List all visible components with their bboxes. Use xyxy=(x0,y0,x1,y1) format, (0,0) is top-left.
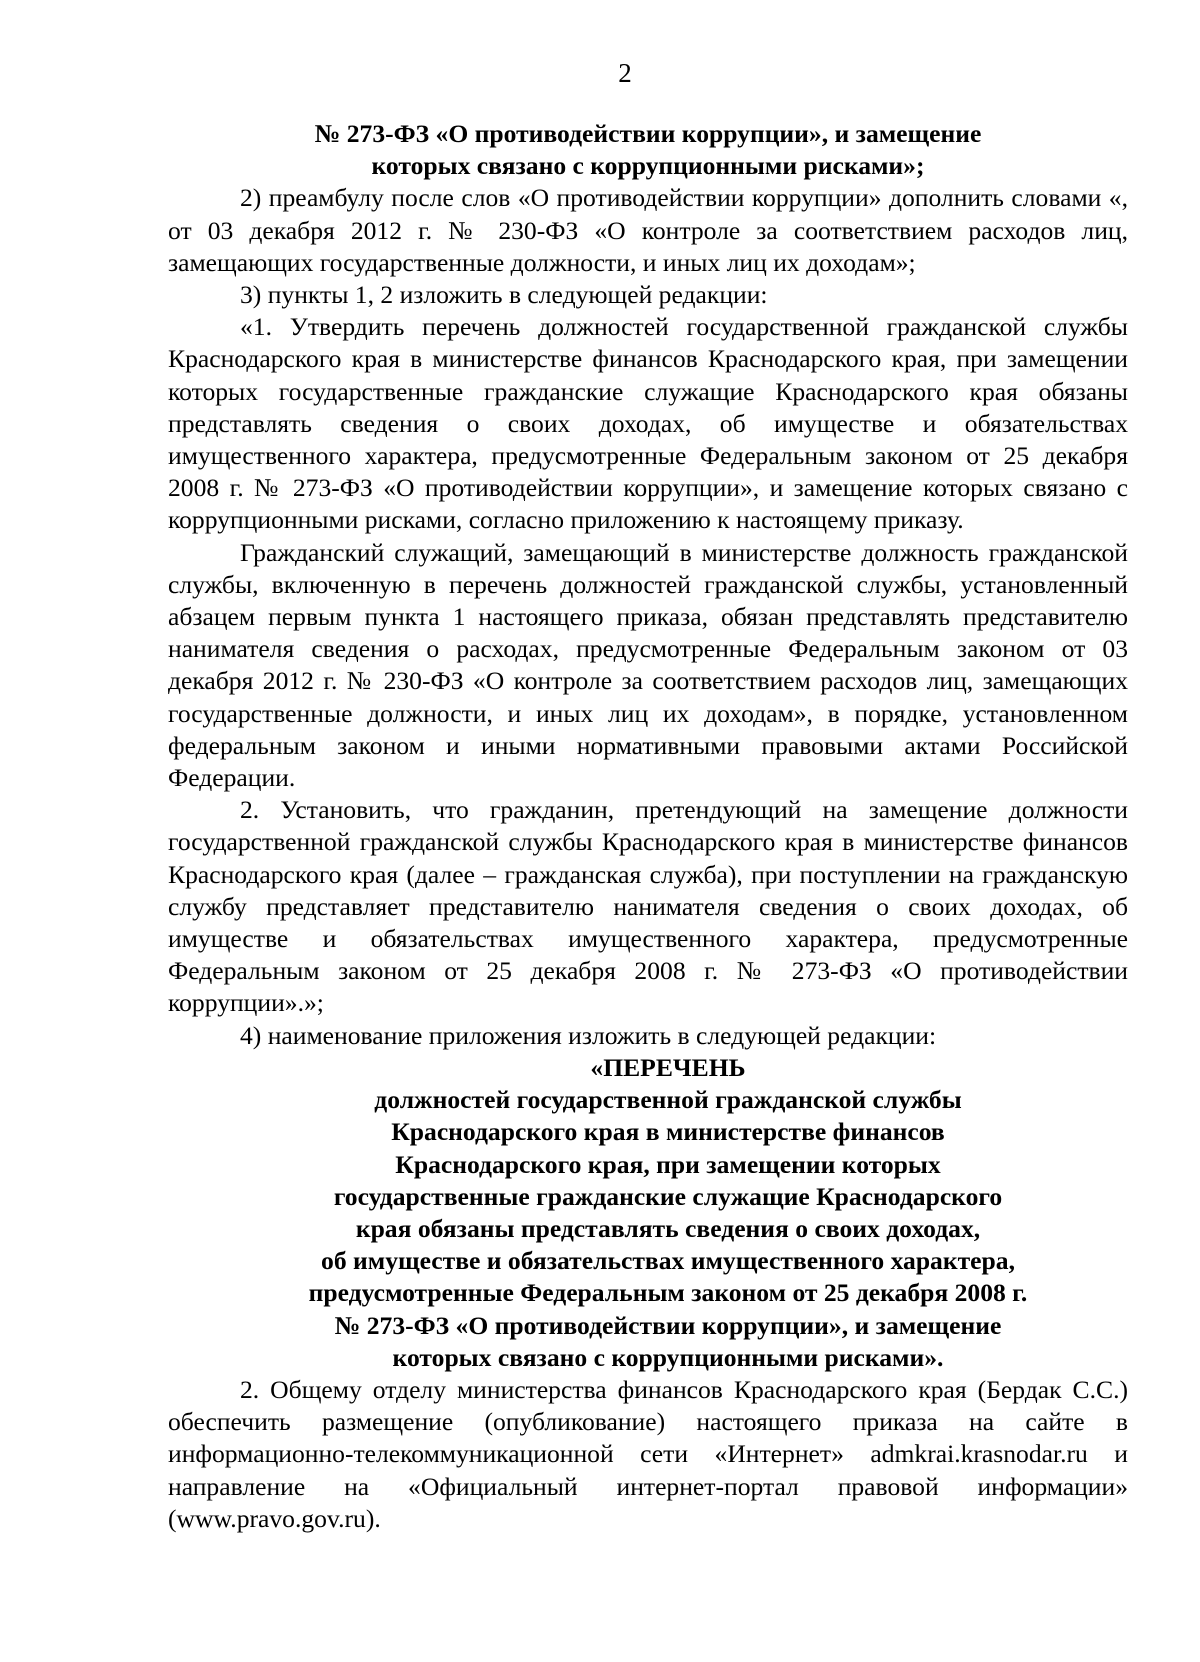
document-body xyxy=(168,118,1128,1535)
appendix-title-line: государственные гражданские служащие Краснодарского xyxy=(333,1181,1003,1211)
appendix-title-line: которых связано с коррупционными рисками». xyxy=(392,1342,944,1372)
appendix-title-line: должностей государственной гражданской службы xyxy=(374,1085,962,1115)
appendix-title xyxy=(168,1052,1128,1374)
paragraph-point-2: 2. Установить, что гражданин, претендующий на замещение должности государственной гражданской службы Краснодарского края в министерстве финансов Краснодарского края (далее – гражданская служба), при поступлении на гражданскую службу представляет представителю нанимателя сведения о своих доходах, об имуществе и обязательствах имущественного характера, предусмотренные Федеральным законом от 25 декабря 2008 г. № 273-ФЗ «О противодействии коррупции».»; xyxy=(168,795,1128,1018)
appendix-title-line: Краснодарского края, при замещении которых xyxy=(395,1149,941,1179)
paragraph-item-3: 3) пункты 1, 2 изложить в следующей редакции: xyxy=(240,280,768,310)
appendix-title-line: «ПЕРЕЧЕНЬ xyxy=(590,1052,746,1082)
appendix-title-line: края обязаны представлять сведения о своих доходах, xyxy=(355,1213,981,1243)
appendix-title-line: об имуществе и обязательствах имущественного характера, xyxy=(321,1246,1015,1276)
appendix-title-line: № 273-ФЗ «О противодействии коррупции», и замещение xyxy=(334,1310,1002,1340)
header-line-2: которых связано с коррупционными рисками»; xyxy=(371,151,925,181)
header-line-1: № 273-ФЗ «О противодействии коррупции», и замещение xyxy=(314,119,982,148)
page-number: 2 xyxy=(618,58,632,88)
closing-paragraph: 2. Общему отделу министерства финансов Краснодарского края (Бердак С.С.) обеспечить размещение (опубликование) настоящего приказа на сайте в информационно-телекоммуникационной сети «Интернет» admkrai.krasnodar.ru и направление на «Официальный интернет-портал правовой информации» (www.pravo.gov.ru). xyxy=(168,1374,1128,1533)
paragraph-civil-servant: Гражданский служащий, замещающий в министерстве должность гражданской службы, включенную в перечень должностей гражданской службы, установленный абзацем первым пункта 1 настоящего приказа, обязан представлять представителю нанимателя сведения о расходах, предусмотренные Федеральным законом от 03 декабря 2012 г. № 230-ФЗ «О контроле за соответствием расходов лиц, замещающих государственные должности, и иных лиц их доходам», в порядке, установленном федеральным законом и иными нормативными правовыми актами Российской Федерации. xyxy=(168,537,1128,793)
appendix-title-line: предусмотренные Федеральным законом от 25 декабря 2008 г. xyxy=(308,1278,1028,1308)
paragraph-item-2: 2) преамбулу после слов «О противодействии коррупции» дополнить словами «, от 03 декабря 2012 г. № 230-ФЗ «О контроле за соответствием расходов лиц, замещающих государственные должности, и иных лиц их доходам»; xyxy=(168,183,1128,277)
appendix-title-line: Краснодарского края в министерстве финансов xyxy=(391,1117,945,1147)
paragraph-point-1: «1. Утвердить перечень должностей государственной гражданской службы Краснодарского края в министерстве финансов Краснодарского края, при замещении которых государственные гражданские служащие Краснодарского края обязаны представлять сведения о своих доходах, об имуществе и обязательствах имущественного характера, предусмотренные Федеральным законом от 25 декабря 2008 г. № 273-ФЗ «О противодействии коррупции», и замещение которых связано с коррупционными рисками, согласно приложению к настоящему приказу. xyxy=(168,312,1128,535)
paragraph-item-4: 4) наименование приложения изложить в следующей редакции: xyxy=(240,1020,937,1050)
